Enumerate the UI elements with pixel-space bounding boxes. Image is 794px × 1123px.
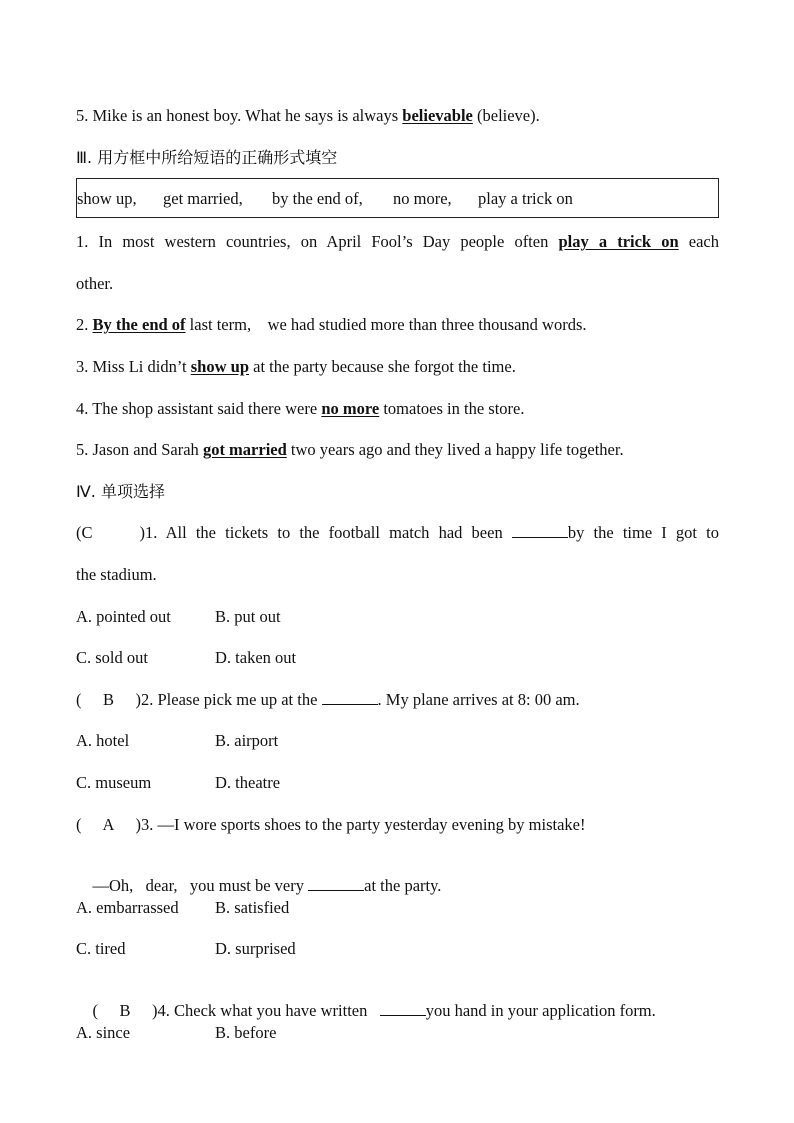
prev-q5-before: 5. Mike is an honest boy. What he says is always [76, 106, 403, 125]
fill-q5-after: two years ago and they lived a happy life together. [286, 440, 624, 459]
prev-question-5 [76, 106, 540, 126]
fill-q5-before: 5. Jason and Sarah [76, 440, 203, 459]
mc-q2-paren: ( [76, 690, 82, 709]
mc-q1-option-b: B. put out [215, 607, 281, 626]
section-3-title: Ⅲ. 用方框中所给短语的正确形式填空 [76, 148, 338, 167]
mc-q2-option-d: D. theatre [215, 773, 281, 792]
mc-q1-stem: )1. All the tickets to the football match had been [139, 523, 512, 542]
mc-q3-option-b: B. satisfied [215, 898, 290, 917]
mc-q2-blank [322, 690, 378, 705]
fill-q3-before: 3. Miss Li didn’t [76, 357, 191, 376]
fill-q3-after: at the party because she forgot the time. [249, 357, 516, 376]
mc-q1-option-d: D. taken out [215, 648, 297, 667]
mc-q2-option-c: C. museum [76, 773, 152, 792]
fill-q4-before: 4. The shop assistant said there were [76, 399, 322, 418]
fill-q3-answer: show up [190, 357, 250, 376]
prev-q5-after: (believe). [472, 106, 540, 125]
mc-q3-option-c: C. tired [76, 939, 126, 958]
mc-q1-answer: C [81, 523, 93, 542]
mc-q3-blank [308, 876, 364, 891]
mc-q2-option-a: A. hotel [76, 731, 130, 750]
mc-q3-stem: )3. —I wore sports shoes to the party yesterday evening by mistake! [135, 815, 586, 834]
fill-question-5 [76, 440, 624, 460]
mc-q4-blank [380, 1001, 426, 1016]
mc-q3-option-d: D. surprised [215, 939, 296, 958]
mc-q1-stem-after: by the time I got to [567, 523, 719, 542]
fill-q1-answer: play a trick on [558, 232, 679, 251]
mc-question-2 [76, 690, 580, 710]
mc-q4-option-a: A. since [76, 1023, 131, 1042]
mc-q4-stem: )4. Check what you have written [152, 1001, 380, 1020]
mc-question-3 [76, 815, 585, 835]
fill-q1-before: 1. In most western countries, on April Fool’s Day people often [76, 232, 559, 251]
phrase-4: no more, [393, 189, 452, 208]
fill-q2-before: 2. [76, 315, 93, 334]
prev-q5-answer: believable [402, 106, 473, 125]
mc-q1-option-a: A. pointed out [76, 607, 171, 626]
mc-q4-paren: ( [92, 1001, 98, 1020]
fill-q1-after: each [678, 232, 719, 251]
fill-question-4 [76, 399, 524, 419]
fill-q4-answer: no more [321, 399, 380, 418]
fill-q2-after: last term, we had studied more than three thousand words. [185, 315, 587, 334]
fill-q2-answer: By the end of [92, 315, 186, 334]
mc-q3-option-a: A. embarrassed [76, 898, 179, 917]
mc-q3-reply: —Oh, dear, you must be very [92, 876, 309, 895]
phrase-1: show up, [77, 189, 137, 208]
phrase-5: play a trick on [478, 189, 573, 208]
fill-q4-after: tomatoes in the store. [379, 399, 525, 418]
mc-q3-reply-after: at the party. [364, 876, 442, 895]
mc-q2-stem: )2. Please pick me up at the [135, 690, 322, 709]
phrase-3: by the end of, [272, 189, 363, 208]
section-4-title: Ⅳ. 单项选择 [76, 482, 165, 501]
fill-question-1-continued: other. [76, 274, 114, 293]
phrase-2: get married, [163, 189, 243, 208]
mc-q4-stem-after: you hand in your application form. [425, 1001, 656, 1020]
mc-question-4 [76, 981, 656, 1041]
phrase-box [76, 178, 719, 218]
mc-question-1 [76, 523, 719, 543]
mc-q1-blank [512, 523, 568, 538]
mc-q2-option-b: B. airport [215, 731, 279, 750]
fill-question-2 [76, 315, 587, 335]
fill-question-1 [76, 232, 719, 252]
mc-q3-answer: A [102, 815, 115, 834]
mc-q2-stem-after: . My plane arrives at 8: 00 am. [377, 690, 580, 709]
mc-q2-answer: B [102, 690, 114, 709]
mc-q4-answer: B [119, 1001, 131, 1020]
mc-q4-option-b: B. before [215, 1023, 277, 1042]
fill-question-3 [76, 357, 516, 377]
mc-question-1-continued: the stadium. [76, 565, 157, 584]
mc-q3-paren: ( [76, 815, 82, 834]
fill-q5-answer: got married [202, 440, 287, 459]
mc-q1-paren: ( [76, 523, 82, 542]
mc-q1-option-c: C. sold out [76, 648, 148, 667]
